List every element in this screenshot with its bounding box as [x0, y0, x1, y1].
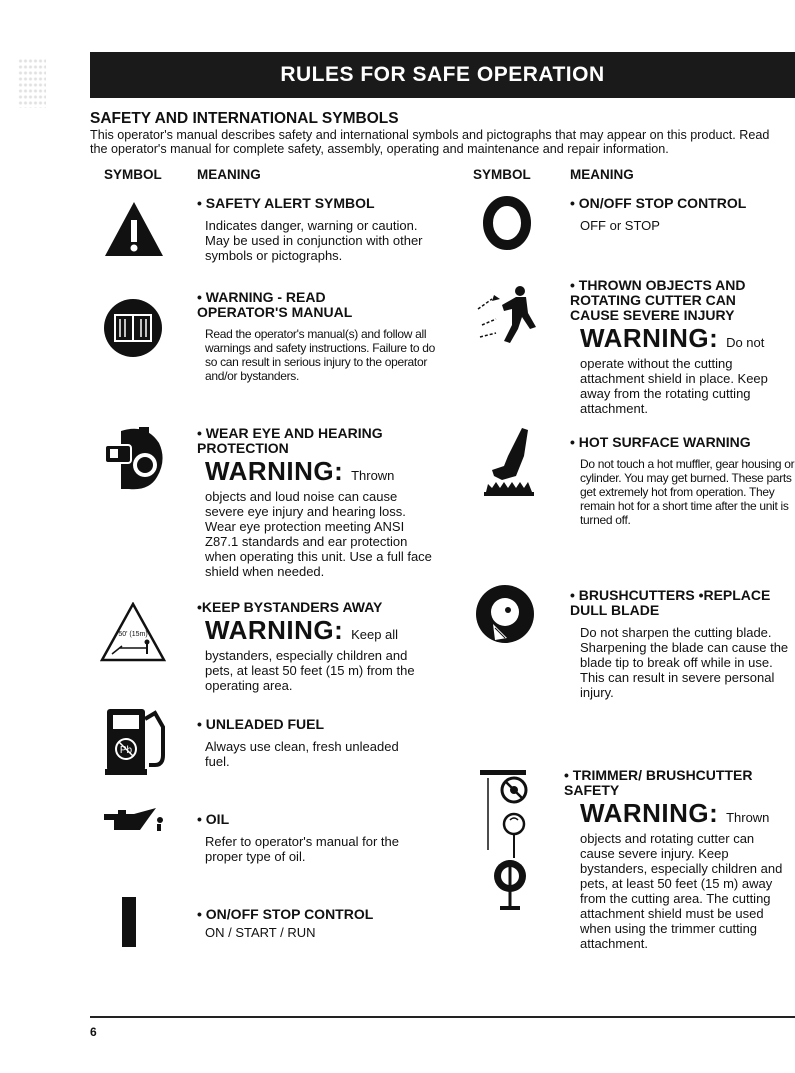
text-bystanders: bystanders, especially children and pets, at least 50 feet (15 m) from the operating area.	[205, 648, 415, 693]
warning-rest: Do not	[726, 335, 765, 350]
text-off-stop: OFF or STOP	[580, 218, 660, 233]
text-trimmer-safety: objects and rotating cutter can cause severe injury. Keep bystanders, especially children and pets, at least 50 feet (15 m) away from the cutting area. The cutting attachment shield must be used when using the trimmer cutting attachment.	[580, 831, 783, 951]
entry-bystanders	[197, 600, 437, 693]
entry-dull-blade	[570, 588, 795, 700]
distance-label: 50' (15m)	[118, 631, 148, 638]
off-stop-icon	[482, 196, 532, 250]
col-symbol-left: SYMBOL	[104, 167, 162, 182]
entry-off-stop	[570, 196, 790, 233]
eye-hearing-protection-icon	[101, 425, 167, 493]
warning-word: WARNING:	[580, 323, 719, 353]
heading-thrown-objects: • THROWN OBJECTS AND ROTATING CUTTER CAN CAUSE SEVERE INJURY	[570, 277, 746, 323]
warning-word: WARNING:	[205, 615, 344, 645]
trimmer-safety-icon	[478, 768, 530, 916]
safety-alert-icon	[103, 200, 165, 258]
section-title: SAFETY AND INTERNATIONAL SYMBOLS	[90, 110, 399, 127]
fuel-pump-icon	[105, 705, 167, 775]
entry-fuel	[197, 717, 412, 769]
entry-safety-alert	[197, 196, 442, 263]
entry-eye-hearing	[197, 426, 437, 579]
col-symbol-right: SYMBOL	[473, 167, 531, 182]
entry-trimmer-safety	[564, 768, 792, 951]
text-eye-hearing: objects and loud noise can cause severe eye injury and hearing loss. Wear eye protection meeting ANSI Z87.1 standards and ear protection when operating this unit. Use a full face shield when needed.	[205, 489, 432, 579]
heading-bystanders: •KEEP BYSTANDERS AWAY	[197, 599, 383, 615]
heading-fuel: • UNLEADED FUEL	[197, 716, 325, 732]
pb-label: Pb	[119, 745, 133, 756]
page-number: 6	[90, 1025, 97, 1039]
on-start-run-icon	[121, 896, 137, 948]
text-safety-alert: Indicates danger, warning or caution. May be used in conjunction with other symbols or pictographs.	[205, 218, 423, 263]
page-banner: RULES FOR SAFE OPERATION	[90, 52, 795, 98]
thrown-objects-icon	[474, 283, 540, 347]
text-dull-blade: Do not sharpen the cutting blade. Sharpening the blade can cause the blade tip to break off while in use. This can result in severe personal injury.	[580, 625, 789, 700]
heading-eye-hearing: • WEAR EYE AND HEARING PROTECTION	[197, 425, 383, 456]
heading-safety-alert: • SAFETY ALERT SYMBOL	[197, 195, 375, 211]
keep-bystanders-away-icon	[100, 602, 166, 662]
read-manual-icon	[103, 298, 163, 358]
text-thrown-objects: operate without the cutting attachment shield in place. Keep away from the rotating cutting attachment.	[580, 356, 768, 416]
hot-surface-icon	[482, 426, 536, 498]
text-read-manual: Read the operator's manual(s) and follow all warnings and safety instructions. Failure to do so can result in serious injury to the operator and/or bystanders.	[205, 327, 436, 383]
entry-read-manual	[197, 290, 437, 383]
intro-text: This operator's manual describes safety and international symbols and pictographs that may appear on this product. Read the operator's manual for complete safety, assembly, operating and maintenance and repair information.	[90, 128, 770, 156]
warning-rest: Keep all	[351, 627, 399, 642]
entry-oil	[197, 812, 417, 864]
scan-speckle	[18, 58, 46, 108]
heading-off-stop: • ON/OFF STOP CONTROL	[570, 195, 747, 211]
warning-rest: Thrown	[726, 810, 770, 825]
col-meaning-left: MEANING	[197, 167, 261, 182]
heading-trimmer-safety: • TRIMMER/ BRUSHCUTTER SAFETY	[564, 767, 753, 798]
heading-oil: • OIL	[197, 811, 230, 827]
warning-word: WARNING:	[205, 456, 344, 486]
heading-dull-blade: • BRUSHCUTTERS •REPLACE DULL BLADE	[570, 587, 771, 618]
entry-on-stop	[197, 907, 437, 940]
entry-hot-surface	[570, 435, 795, 527]
oil-can-icon	[100, 808, 166, 834]
text-oil: Refer to operator's manual for the proper type of oil.	[205, 834, 399, 864]
heading-on-stop: • ON/OFF STOP CONTROL	[197, 906, 374, 922]
replace-dull-blade-icon	[475, 584, 535, 644]
footer-rule	[90, 1016, 795, 1018]
heading-hot-surface: • HOT SURFACE WARNING	[570, 434, 751, 450]
entry-thrown-objects	[570, 278, 795, 416]
col-meaning-right: MEANING	[570, 167, 634, 182]
heading-read-manual: • WARNING - READ OPERATOR'S MANUAL	[197, 289, 353, 320]
text-hot-surface: Do not touch a hot muffler, gear housing or cylinder. You may get burned. These parts get extremely hot from operation. They remain hot for a short time after the unit is turned off.	[580, 457, 795, 527]
text-fuel: Always use clean, fresh unleaded fuel.	[205, 739, 399, 769]
warning-rest: Thrown	[351, 468, 395, 483]
warning-word: WARNING:	[580, 798, 719, 828]
text-on-stop: ON / START / RUN	[205, 925, 316, 940]
